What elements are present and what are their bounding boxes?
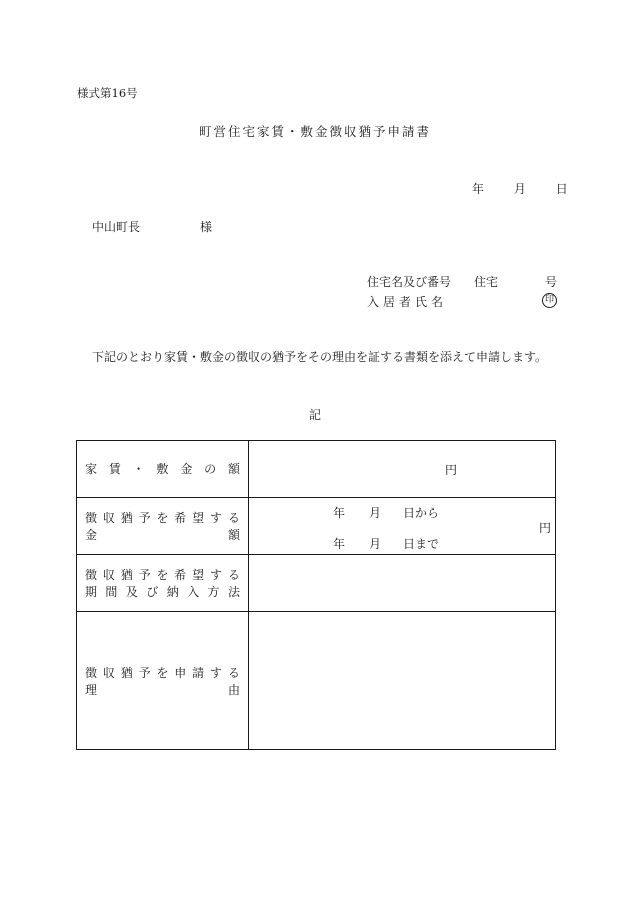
label-char: 入 (187, 585, 200, 599)
label-char: を (156, 511, 169, 525)
label-char: 理 (85, 683, 98, 697)
until-day: 日まで (403, 537, 440, 551)
label-char: を (156, 568, 169, 582)
label-char: 額 (227, 528, 240, 542)
addressee (92, 218, 212, 235)
label-char: 収 (102, 511, 115, 525)
label-char: 方 (207, 585, 220, 599)
label-char: を (156, 666, 169, 680)
period-method-row (77, 554, 555, 612)
until-month: 月 (369, 537, 382, 551)
label-char: 間 (105, 585, 118, 599)
requested-amount-value-cell[interactable] (249, 497, 555, 554)
period-method-value-cell[interactable] (249, 554, 555, 611)
label-char: 収 (102, 666, 115, 680)
label-char: 金 (85, 528, 98, 542)
requested-amount-unit: 円 (539, 521, 552, 535)
label-char: 猶 (120, 666, 133, 680)
label-char: 徴 (85, 666, 98, 680)
requested-amount-label-line1 (85, 510, 240, 526)
label-char: す (210, 568, 223, 582)
rent-deposit-unit: 円 (445, 463, 458, 477)
label-char: 望 (192, 568, 205, 582)
addressee-honorific: 様 (200, 220, 213, 234)
label-char: 収 (102, 568, 115, 582)
label-char: ・ (132, 462, 145, 476)
requested-amount-label-line2 (85, 527, 240, 543)
rent-deposit-row (77, 441, 555, 498)
label-char: 予 (138, 666, 151, 680)
form-number: 様式第16号 (77, 86, 138, 100)
housing-label: 住宅 (474, 275, 499, 289)
label-char: 申 (174, 666, 187, 680)
until-year: 年 (333, 537, 346, 551)
label-char: 法 (227, 585, 240, 599)
date-line (472, 180, 568, 197)
applicant-block (367, 273, 567, 313)
label-char: 家 (85, 462, 98, 476)
label-char: 期 (85, 585, 98, 599)
label-char: る (227, 568, 240, 582)
from-year: 年 (333, 506, 346, 520)
requested-amount-label-cell (77, 497, 249, 554)
reason-label-line2 (85, 682, 240, 698)
label-char: の (204, 462, 217, 476)
addressee-name: 中山町長 (92, 220, 141, 234)
label-char: 望 (192, 511, 205, 525)
label-char: 希 (174, 568, 187, 582)
resident-name-label: 入居者氏名 (367, 295, 448, 309)
seal-mark: 印 (542, 293, 557, 308)
from-day: 日から (403, 506, 440, 520)
application-statement: 下記のとおり家賃・敷金の徴収の猶予をその理由を証する書類を添えて申請します。 (92, 350, 548, 364)
period-method-label-line1 (85, 567, 240, 583)
label-char: 猶 (120, 568, 133, 582)
reason-label-cell (77, 611, 249, 749)
date-month: 月 (513, 182, 526, 196)
label-char: 予 (138, 511, 151, 525)
period-method-label-line2 (85, 584, 240, 600)
label-char: 金 (180, 462, 193, 476)
label-char: 徴 (85, 511, 98, 525)
housing-name-label: 住宅名及び番号 (367, 275, 452, 289)
date-day: 日 (555, 182, 568, 196)
reason-row (77, 611, 555, 749)
from-month: 月 (369, 506, 382, 520)
date-year: 年 (472, 182, 485, 196)
label-char: 及 (125, 585, 138, 599)
rent-deposit-label (85, 461, 240, 477)
label-char: 予 (138, 568, 151, 582)
reason-label-line1 (85, 665, 240, 681)
note-heading: 記 (308, 408, 321, 422)
requested-amount-row (77, 497, 555, 555)
document-title: 町営住宅家賃・敷金徴収猶予申請書 (198, 124, 431, 139)
label-char: す (210, 511, 223, 525)
label-char: 賃 (108, 462, 121, 476)
label-char: 敷 (156, 462, 169, 476)
reason-value-cell[interactable] (249, 611, 555, 749)
label-char: 猶 (120, 511, 133, 525)
label-char: る (227, 511, 240, 525)
rent-deposit-value-cell[interactable] (249, 441, 555, 497)
number-label: 号 (545, 275, 558, 289)
label-char: 希 (174, 511, 187, 525)
period-method-label-cell (77, 554, 249, 611)
label-char: 徴 (85, 568, 98, 582)
label-char: 請 (192, 666, 205, 680)
housing-row (367, 273, 567, 293)
resident-row (367, 293, 567, 313)
rent-deposit-label-cell (77, 441, 249, 497)
label-char: び (146, 585, 159, 599)
label-char: る (227, 666, 240, 680)
detail-table (76, 440, 556, 750)
label-char: 由 (227, 683, 240, 697)
label-char: す (210, 666, 223, 680)
label-char: 納 (166, 585, 179, 599)
label-char: 額 (227, 462, 240, 476)
